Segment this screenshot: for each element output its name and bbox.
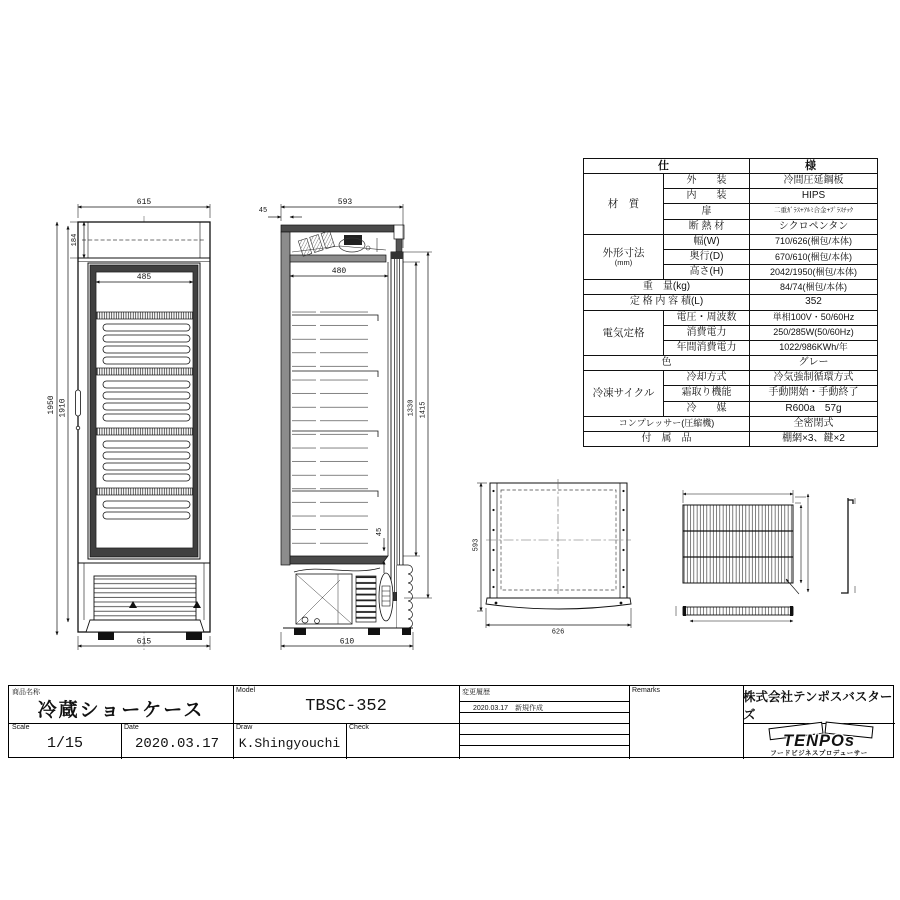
- foot: [186, 632, 202, 640]
- spec-label: 付 属 品: [584, 431, 750, 446]
- spec-label: 高さ(H): [664, 265, 750, 280]
- dim-front-width-top: 615: [136, 198, 152, 207]
- spec-group-cycle: 冷凍サイクル: [584, 371, 664, 416]
- side-view: [259, 198, 432, 650]
- check-cell: [346, 723, 459, 759]
- draw-value: K.Shingyouchi: [238, 736, 341, 751]
- change-history-label: 変更履歴: [462, 689, 490, 696]
- door-handle: [76, 390, 81, 416]
- company-name: 株式会社テンポスバスターズ: [743, 689, 893, 722]
- model-number: TBSC-352: [305, 696, 387, 716]
- model-label: Model: [236, 687, 256, 694]
- scale-label: Scale: [12, 724, 30, 731]
- shelf-side-profile: [841, 498, 853, 593]
- logo-subtitle: フードビジネスプロデューサー: [770, 750, 868, 757]
- shelf-detail: [676, 490, 855, 621]
- model-cell: [233, 686, 459, 723]
- logo-text: TENPOs: [782, 732, 856, 750]
- top-view: [473, 479, 632, 637]
- spec-label: 電圧・周波数: [664, 310, 750, 325]
- spec-label: 重 量(kg): [584, 280, 750, 295]
- spec-value: シクロペンタン: [750, 219, 878, 234]
- dim-side-inner-depth: 480: [331, 267, 347, 276]
- change-history-cell: [459, 686, 629, 759]
- title-block: [8, 685, 894, 758]
- change-history-entry: 2020.03.17 新規作成: [473, 705, 544, 712]
- shelf-band: [97, 428, 193, 435]
- dim-side-door-height: 1415: [419, 401, 428, 419]
- spec-value: 二重ｶﾞﾗｽ+ｱﾙﾐ合金+ﾌﾟﾗｽﾁｯｸ: [750, 204, 878, 219]
- dim-top-width: 626: [551, 628, 565, 637]
- dim-side-depth-bottom: 610: [339, 637, 355, 647]
- spec-label: 断 熱 材: [664, 219, 750, 234]
- remarks-label: Remarks: [632, 687, 661, 694]
- scale-cell: [9, 723, 121, 759]
- shelf-band: [97, 488, 193, 495]
- spec-label: 外 装: [664, 174, 750, 189]
- kick-plate: [486, 598, 631, 609]
- louver-grille: [94, 576, 196, 620]
- dim-side-depth: 593: [337, 198, 353, 207]
- company-cell: [743, 686, 895, 759]
- spec-value: 352: [750, 295, 878, 310]
- spec-label: 冷却方式: [664, 371, 750, 386]
- spec-value: グレー: [750, 356, 878, 371]
- spec-label: 内 装: [664, 189, 750, 204]
- spec-label: 扉: [664, 204, 750, 219]
- spec-value: R600a 57g: [750, 401, 878, 416]
- condenser-fins: [356, 576, 376, 622]
- spec-title-left: 仕: [584, 159, 750, 174]
- door-top-rail: [391, 252, 403, 259]
- scale-value: 1/15: [46, 735, 83, 752]
- draw-label: Draw: [236, 724, 253, 731]
- dim-front-header: 184: [71, 233, 79, 247]
- shelf-band: [97, 312, 193, 319]
- spec-label: 定 格 内 容 積(L): [584, 295, 750, 310]
- dim-side-glass-height: 1330: [407, 399, 416, 417]
- foot: [98, 632, 114, 640]
- dim-top-depth: 593: [472, 538, 481, 552]
- side-top-cap: [281, 225, 394, 232]
- spec-group-material: 材 質: [584, 174, 664, 235]
- spec-label: 色: [584, 356, 750, 371]
- foot: [368, 628, 380, 635]
- spec-label: 幅(W): [664, 234, 750, 249]
- foot: [402, 628, 411, 635]
- dim-front-inner-width: 485: [136, 273, 152, 282]
- spec-value: 単相100V・50/60Hz: [750, 310, 878, 325]
- dim-front-height-inner: 1910: [58, 398, 68, 418]
- evaporator-unit: [292, 231, 386, 256]
- spec-value: 冷気強制循環方式: [750, 371, 878, 386]
- side-back-wall: [281, 232, 290, 565]
- spec-table: [583, 158, 878, 447]
- date-label: Date: [124, 724, 139, 731]
- spec-label: 奥行(D): [664, 249, 750, 264]
- top-view-outline: [490, 483, 627, 598]
- foot: [294, 628, 306, 635]
- door-bottom-cover: [397, 565, 413, 628]
- product-name-cell: [9, 686, 233, 723]
- spec-value: 冷間圧延鋼板: [750, 174, 878, 189]
- spec-value: 670/610(梱包/本体): [750, 249, 878, 264]
- spec-group-electric: 電気定格: [584, 310, 664, 355]
- spec-group-dims: 外形寸法 (mm): [584, 234, 664, 279]
- door-lock: [76, 426, 80, 430]
- spec-value: 710/626(梱包/本体): [750, 234, 878, 249]
- draw-cell: [233, 723, 346, 759]
- dim-side-bottom: 45: [376, 527, 384, 537]
- dim-front-height-outer: 1950: [47, 395, 56, 415]
- spec-title-right: 様: [750, 159, 878, 174]
- spec-label: コンプレッサー(圧縮機): [584, 416, 750, 431]
- base-plate: [86, 620, 204, 632]
- shelf-edge-view: [683, 607, 793, 615]
- shelf-grid: [683, 505, 793, 583]
- shelf-band: [97, 368, 193, 375]
- date-value: 2020.03.17: [134, 735, 219, 752]
- spec-value: 2042/1950(梱包/本体): [750, 265, 878, 280]
- check-value: [346, 730, 459, 757]
- cabinet-floor: [290, 556, 388, 564]
- spec-label: 年間消費電力: [664, 340, 750, 355]
- check-label: Check: [349, 724, 369, 731]
- dim-front-width-bottom: 615: [136, 637, 152, 647]
- product-name-label: 商品名称: [12, 689, 40, 696]
- spec-label: 霜取り機能: [664, 386, 750, 401]
- spec-value: 手動開始・手動終了: [750, 386, 878, 401]
- front-view: [47, 198, 210, 650]
- spec-value: 250/285W(50/60Hz): [750, 325, 878, 340]
- spec-label: 冷 媒: [664, 401, 750, 416]
- product-name: 冷蔵ショーケース: [37, 699, 205, 721]
- dim-side-back: 45: [258, 207, 268, 215]
- tenpos-logo: [743, 723, 895, 756]
- spec-value: 棚網×3、鍵×2: [750, 431, 878, 446]
- shelf-slot-rails: [292, 299, 368, 546]
- spec-label: 消費電力: [664, 325, 750, 340]
- remarks-cell: [629, 686, 743, 759]
- spec-value: 全密閉式: [750, 416, 878, 431]
- date-cell: [121, 723, 233, 759]
- spec-value: 1022/986KWh/年: [750, 340, 878, 355]
- spec-value: 84/74(梱包/本体): [750, 280, 878, 295]
- spec-value: HIPS: [750, 189, 878, 204]
